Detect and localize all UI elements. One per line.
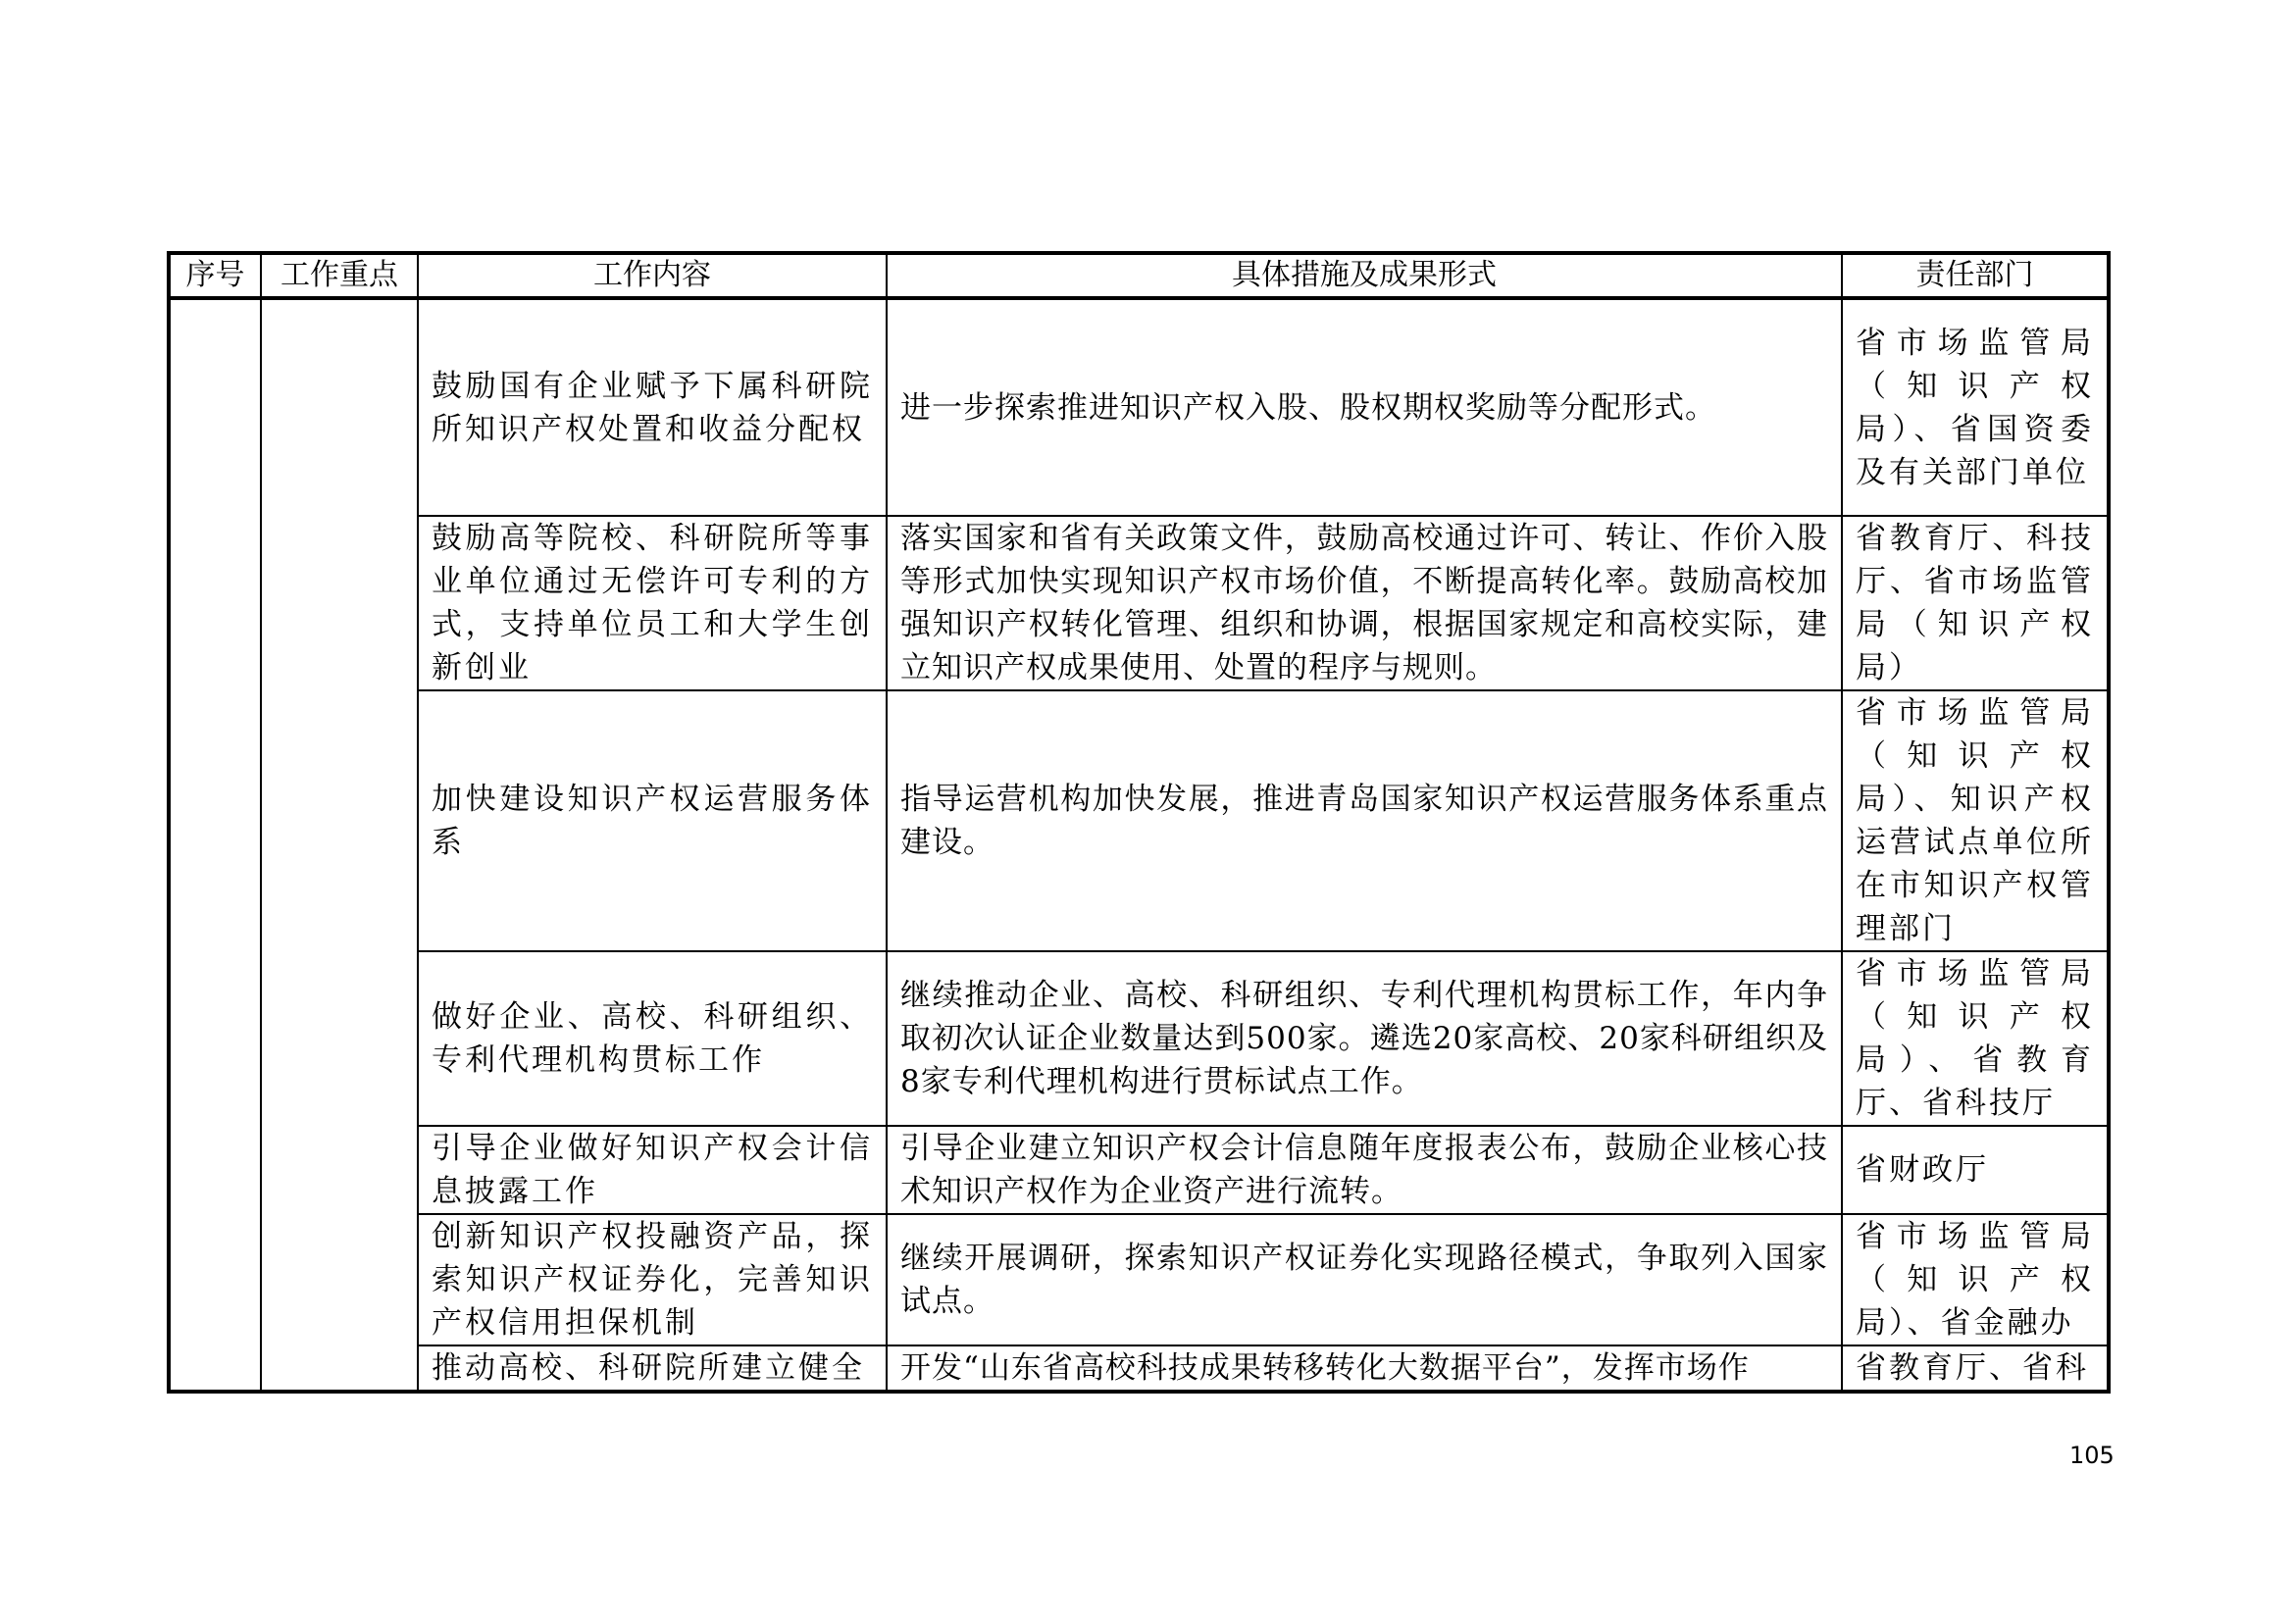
content-cell: 引导企业做好知识产权会计信息披露工作	[418, 1126, 887, 1214]
table-row	[169, 1345, 2109, 1392]
content-cell: 推动高校、科研院所建立健全	[418, 1345, 887, 1392]
table-header-row	[169, 253, 2109, 298]
department-cell: 省教育厅、省科	[1842, 1345, 2109, 1392]
header-department: 责任部门	[1842, 253, 2109, 298]
content-cell: 做好企业、高校、科研组织、专利代理机构贯标工作	[418, 951, 887, 1126]
table-row	[169, 298, 2109, 516]
department-cell: 省市场监管局（知识产权局）、省国资委及有关部门单位	[1842, 298, 2109, 516]
header-serial: 序号	[169, 253, 261, 298]
content-cell: 鼓励国有企业赋予下属科研院所知识产权处置和收益分配权	[418, 298, 887, 516]
measures-cell: 继续开展调研，探索知识产权证券化实现路径模式，争取列入国家试点。	[887, 1214, 1842, 1345]
department-cell: 省财政厅	[1842, 1126, 2109, 1214]
header-content: 工作内容	[418, 253, 887, 298]
page-number: 105	[2069, 1442, 2115, 1469]
department-cell: 省教育厅、科技厅、省市场监管局（知识产权局）	[1842, 516, 2109, 690]
measures-cell: 开发“山东省高校科技成果转移转化大数据平台”，发挥市场作	[887, 1345, 1842, 1392]
work-plan-table	[167, 251, 2111, 1394]
content-cell: 加快建设知识产权运营服务体系	[418, 690, 887, 951]
measures-cell: 指导运营机构加快发展，推进青岛国家知识产权运营服务体系重点建设。	[887, 690, 1842, 951]
measures-cell: 进一步探索推进知识产权入股、股权期权奖励等分配形式。	[887, 298, 1842, 516]
focus-cell	[261, 298, 418, 1392]
measures-cell: 引导企业建立知识产权会计信息随年度报表公布，鼓励企业核心技术知识产权作为企业资产进行流转。	[887, 1126, 1842, 1214]
content-cell: 鼓励高等院校、科研院所等事业单位通过无偿许可专利的方式，支持单位员工和大学生创新创业	[418, 516, 887, 690]
measures-cell: 继续推动企业、高校、科研组织、专利代理机构贯标工作，年内争取初次认证企业数量达到500家。遴选20家高校、20家科研组织及8家专利代理机构进行贯标试点工作。	[887, 951, 1842, 1126]
measures-cell: 落实国家和省有关政策文件，鼓励高校通过许可、转让、作价入股等形式加快实现知识产权市场价值，不断提高转化率。鼓励高校加强知识产权转化管理、组织和协调，根据国家规定和高校实际，建立知识产权成果使用、处置的程序与规则。	[887, 516, 1842, 690]
serial-cell	[169, 298, 261, 1392]
department-cell: 省市场监管局（知识产权局）、省金融办	[1842, 1214, 2109, 1345]
department-cell: 省市场监管局（知识产权局）、知识产权运营试点单位所在市知识产权管理部门	[1842, 690, 2109, 951]
table-row	[169, 1126, 2109, 1214]
header-measures: 具体措施及成果形式	[887, 253, 1842, 298]
table-row	[169, 516, 2109, 690]
department-cell: 省市场监管局（知识产权局）、省教育厅、省科技厅	[1842, 951, 2109, 1126]
table-row	[169, 1214, 2109, 1345]
header-focus: 工作重点	[261, 253, 418, 298]
table-row	[169, 951, 2109, 1126]
table-row	[169, 690, 2109, 951]
content-cell: 创新知识产权投融资产品，探索知识产权证券化，完善知识产权信用担保机制	[418, 1214, 887, 1345]
